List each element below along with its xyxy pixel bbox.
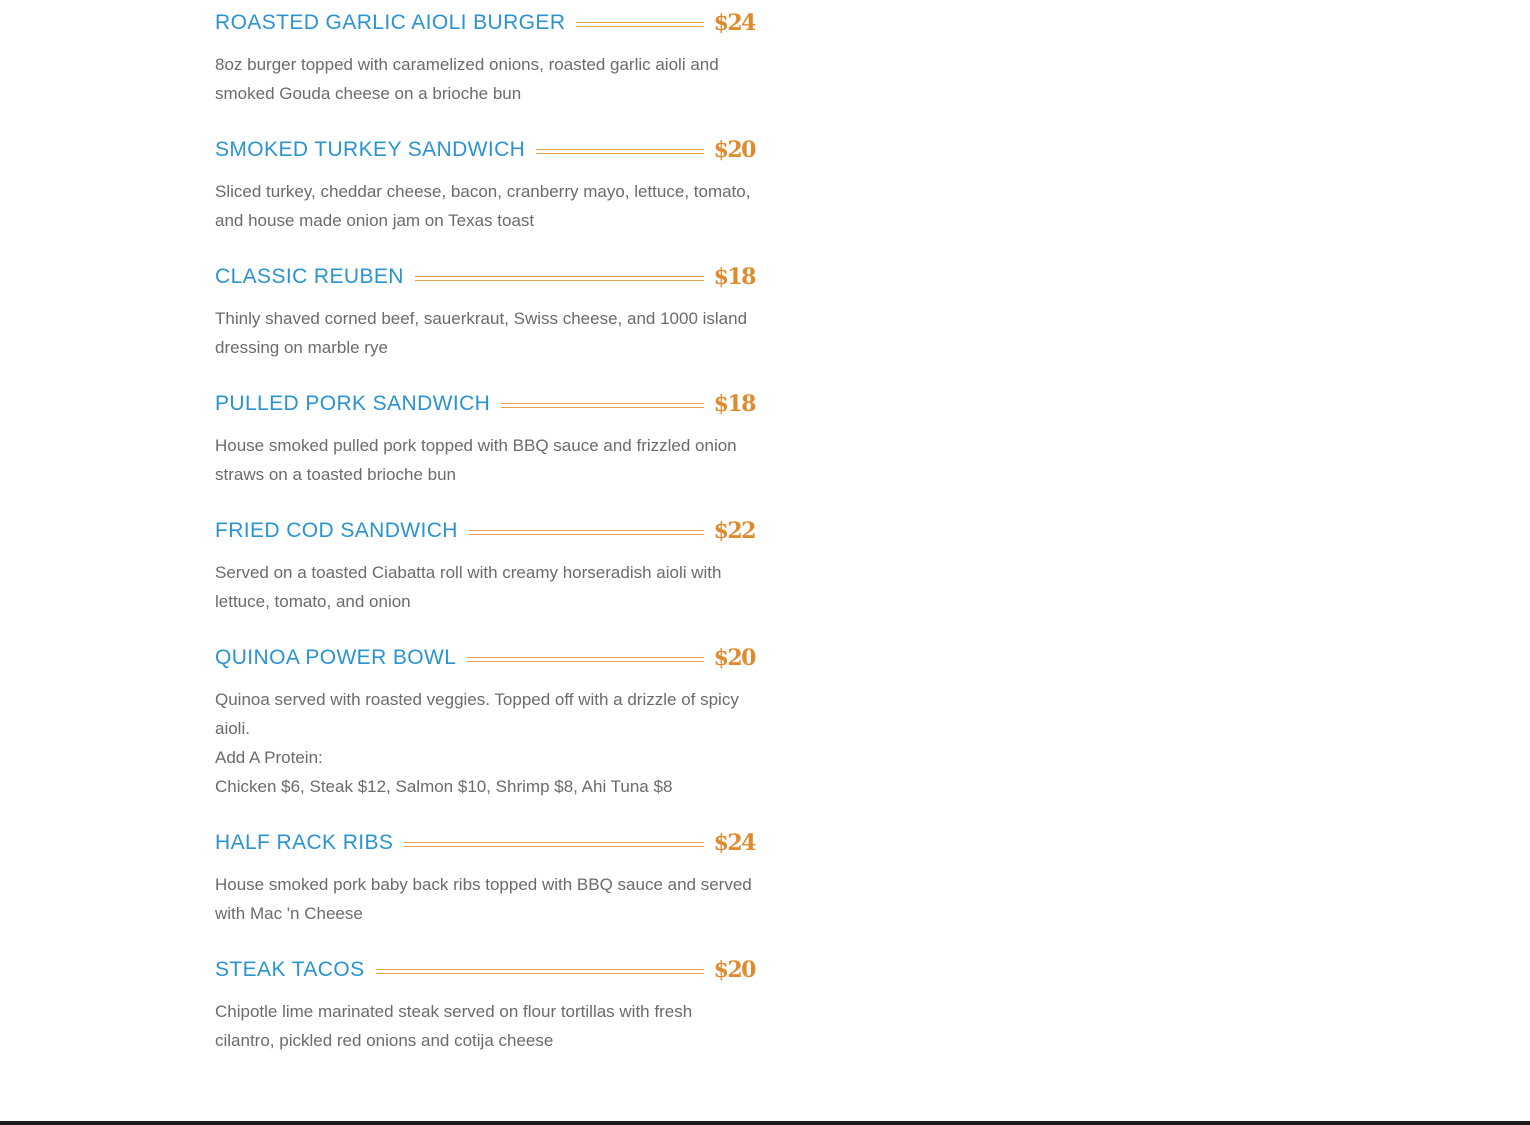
description-text: House smoked pulled pork topped with BBQ sauce and frizzled onion straws on a toasted brioche bun (215, 436, 737, 484)
leader-line (376, 969, 704, 974)
menu-item (215, 828, 755, 928)
menu-item-description (215, 431, 755, 489)
leader-line (415, 276, 704, 281)
leader-line (536, 149, 703, 154)
description-text: Served on a toasted Ciabatta roll with creamy horseradish aioli with lettuce, tomato, and onion (215, 563, 722, 611)
menu-item-header (215, 643, 755, 673)
menu-item-header (215, 8, 755, 38)
menu-item-title: QUINOA POWER BOWL (215, 646, 457, 669)
menu-item-description (215, 997, 755, 1055)
menu-item (215, 8, 755, 108)
menu-item-description (215, 685, 755, 801)
menu-item-title: ROASTED GARLIC AIOLI BURGER (215, 11, 566, 34)
menu-item-price: $24 (713, 10, 755, 36)
menu-item-description (215, 558, 755, 616)
menu-item-description (215, 304, 755, 362)
description-text: Thinly shaved corned beef, sauerkraut, Swiss cheese, and 1000 island dressing on marble rye (215, 309, 748, 357)
footer-bar (0, 1121, 1530, 1125)
menu-item (215, 643, 755, 801)
menu-item-header (215, 955, 755, 985)
menu-item (215, 389, 755, 489)
menu-item-header (215, 516, 755, 546)
menu-item-price: $20 (713, 645, 755, 671)
menu-item (215, 955, 755, 1055)
leader-line (404, 842, 703, 847)
menu-item-title: FRIED COD SANDWICH (215, 519, 458, 542)
menu-item-header (215, 828, 755, 858)
menu-item (215, 262, 755, 362)
add-protein-label: Add A Protein: (215, 748, 323, 767)
description-text: 8oz burger topped with caramelized onions, roasted garlic aioli and smoked Gouda cheese on a brioche bun (215, 55, 719, 103)
menu-item-header (215, 389, 755, 419)
menu-item-price: $20 (713, 957, 755, 983)
leader-line (467, 657, 703, 662)
menu-item-title: SMOKED TURKEY SANDWICH (215, 138, 526, 161)
description-text: Sliced turkey, cheddar cheese, bacon, cranberry mayo, lettuce, tomato, and house made onion jam on Texas toast (215, 182, 751, 230)
menu-item-price: $20 (713, 137, 755, 163)
menu-item-header (215, 135, 755, 165)
menu-item-header (215, 262, 755, 292)
menu-item (215, 516, 755, 616)
leader-line (469, 530, 704, 535)
menu-item-price: $24 (713, 830, 755, 856)
description-text: House smoked pork baby back ribs topped with BBQ sauce and served with Mac 'n Cheese (215, 875, 752, 923)
menu-item-description (215, 870, 755, 928)
menu-item-title: CLASSIC REUBEN (215, 265, 404, 288)
menu-item-description (215, 50, 755, 108)
menu-item-price: $18 (713, 264, 755, 290)
leader-line (501, 403, 703, 408)
menu-list (215, 8, 755, 1082)
menu-item-title: HALF RACK RIBS (215, 831, 394, 854)
menu-item-title: PULLED PORK SANDWICH (215, 392, 491, 415)
description-text: Quinoa served with roasted veggies. Topped off with a drizzle of spicy aioli. (215, 690, 739, 738)
menu-item (215, 135, 755, 235)
menu-item-price: $18 (713, 391, 755, 417)
leader-line (576, 22, 703, 27)
menu-item-description (215, 177, 755, 235)
protein-options: Chicken $6, Steak $12, Salmon $10, Shrimp $8, Ahi Tuna $8 (215, 777, 673, 796)
menu-item-title: STEAK TACOS (215, 958, 365, 981)
description-text: Chipotle lime marinated steak served on flour tortillas with fresh cilantro, pickled red onions and cotija cheese (215, 1002, 693, 1050)
menu-item-price: $22 (713, 518, 755, 544)
